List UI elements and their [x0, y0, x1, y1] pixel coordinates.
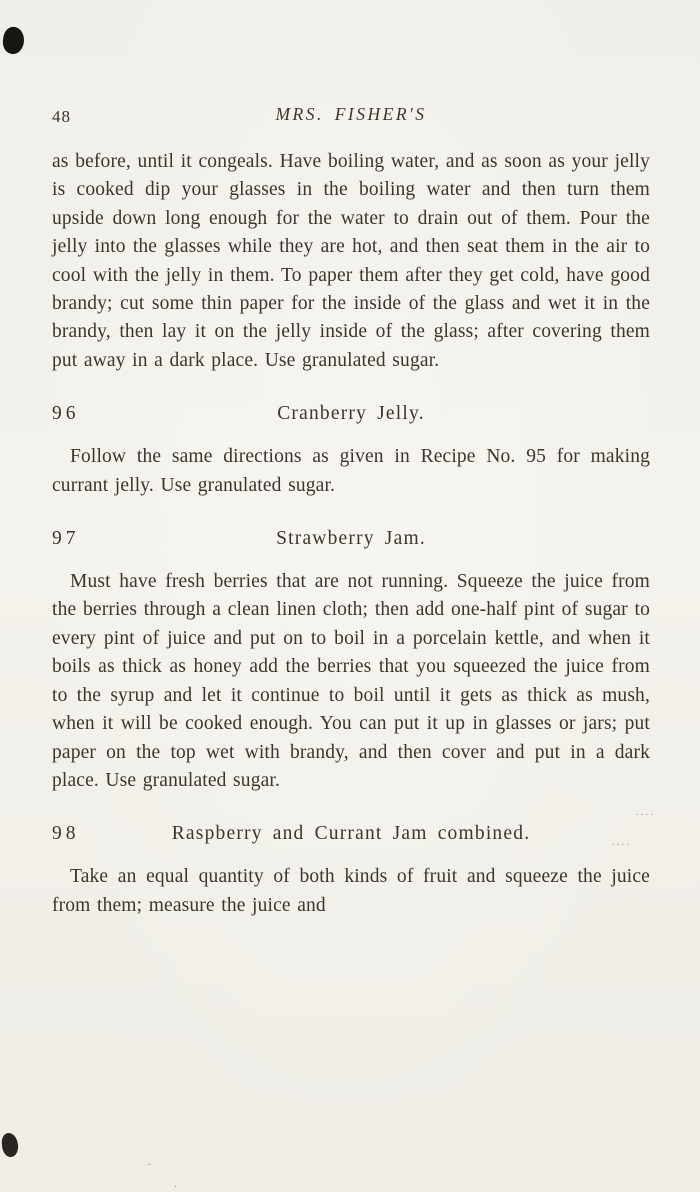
recipe-title: Strawberry Jam. — [276, 528, 426, 550]
recipe-title: Cranberry Jelly. — [277, 403, 425, 425]
page-number: 48 — [52, 107, 71, 126]
recipe-title: Raspberry and Currant Jam combined. — [171, 823, 531, 845]
recipe-number: 97 — [52, 528, 80, 550]
scan-speck: . — [148, 1156, 153, 1168]
running-header: MRS. FISHER'S — [275, 104, 427, 124]
recipe-body-96: Follow the same directions as given in Recipe No. 95 for making currant jelly. Use granulated sugar. — [52, 446, 650, 496]
scan-speck: .... — [636, 806, 655, 818]
intro-paragraph: as before, until it congeals. Have boiling water, and as soon as your jelly is cooked dip your glasses in the boiling water and then turn them upside down long enough for the water to drain out of them. Pour the jelly into the glasses while they are hot, and then seat them in the air to cool with the jelly in them. To paper them after they get cold, have good brandy; cut some thin paper for the inside of the glass and wet it in the brandy, then lay it on the jelly inside of the glass; after covering them put away in a dark place. Use granulated sugar. — [52, 151, 650, 371]
recipe-number: 98 — [52, 823, 80, 845]
recipe-heading-98 — [52, 820, 650, 848]
page-header — [52, 104, 650, 138]
recipe-body-98: Take an equal quantity of both kinds of fruit and squeeze the juice from them; measure the juice and — [52, 866, 650, 916]
recipe-heading-96 — [52, 400, 650, 428]
recipe-heading-97 — [52, 525, 650, 553]
scan-speck: .... — [612, 836, 631, 848]
page-content — [52, 104, 650, 920]
recipe-body-97: Must have fresh berries that are not running. Squeeze the juice from the berries through a clean linen cloth; then add one-half pint of sugar to every pint of juice and put on to boil in a porcelain kettle, and when it boils as thick as honey add the berries that you squeezed the juice from to the syrup and let it continue to boil until it gets as thick as mush, when it will be cooked enough. You can put it up in glasses or jars; put paper on the top wet with brandy, and then cover and put in a dark place. Use granulated sugar. — [52, 571, 650, 791]
scan-speck: . — [174, 1178, 179, 1190]
ink-blot-artifact — [1, 26, 26, 56]
ink-blot-artifact — [1, 1132, 19, 1158]
recipe-number: 96 — [52, 403, 80, 425]
